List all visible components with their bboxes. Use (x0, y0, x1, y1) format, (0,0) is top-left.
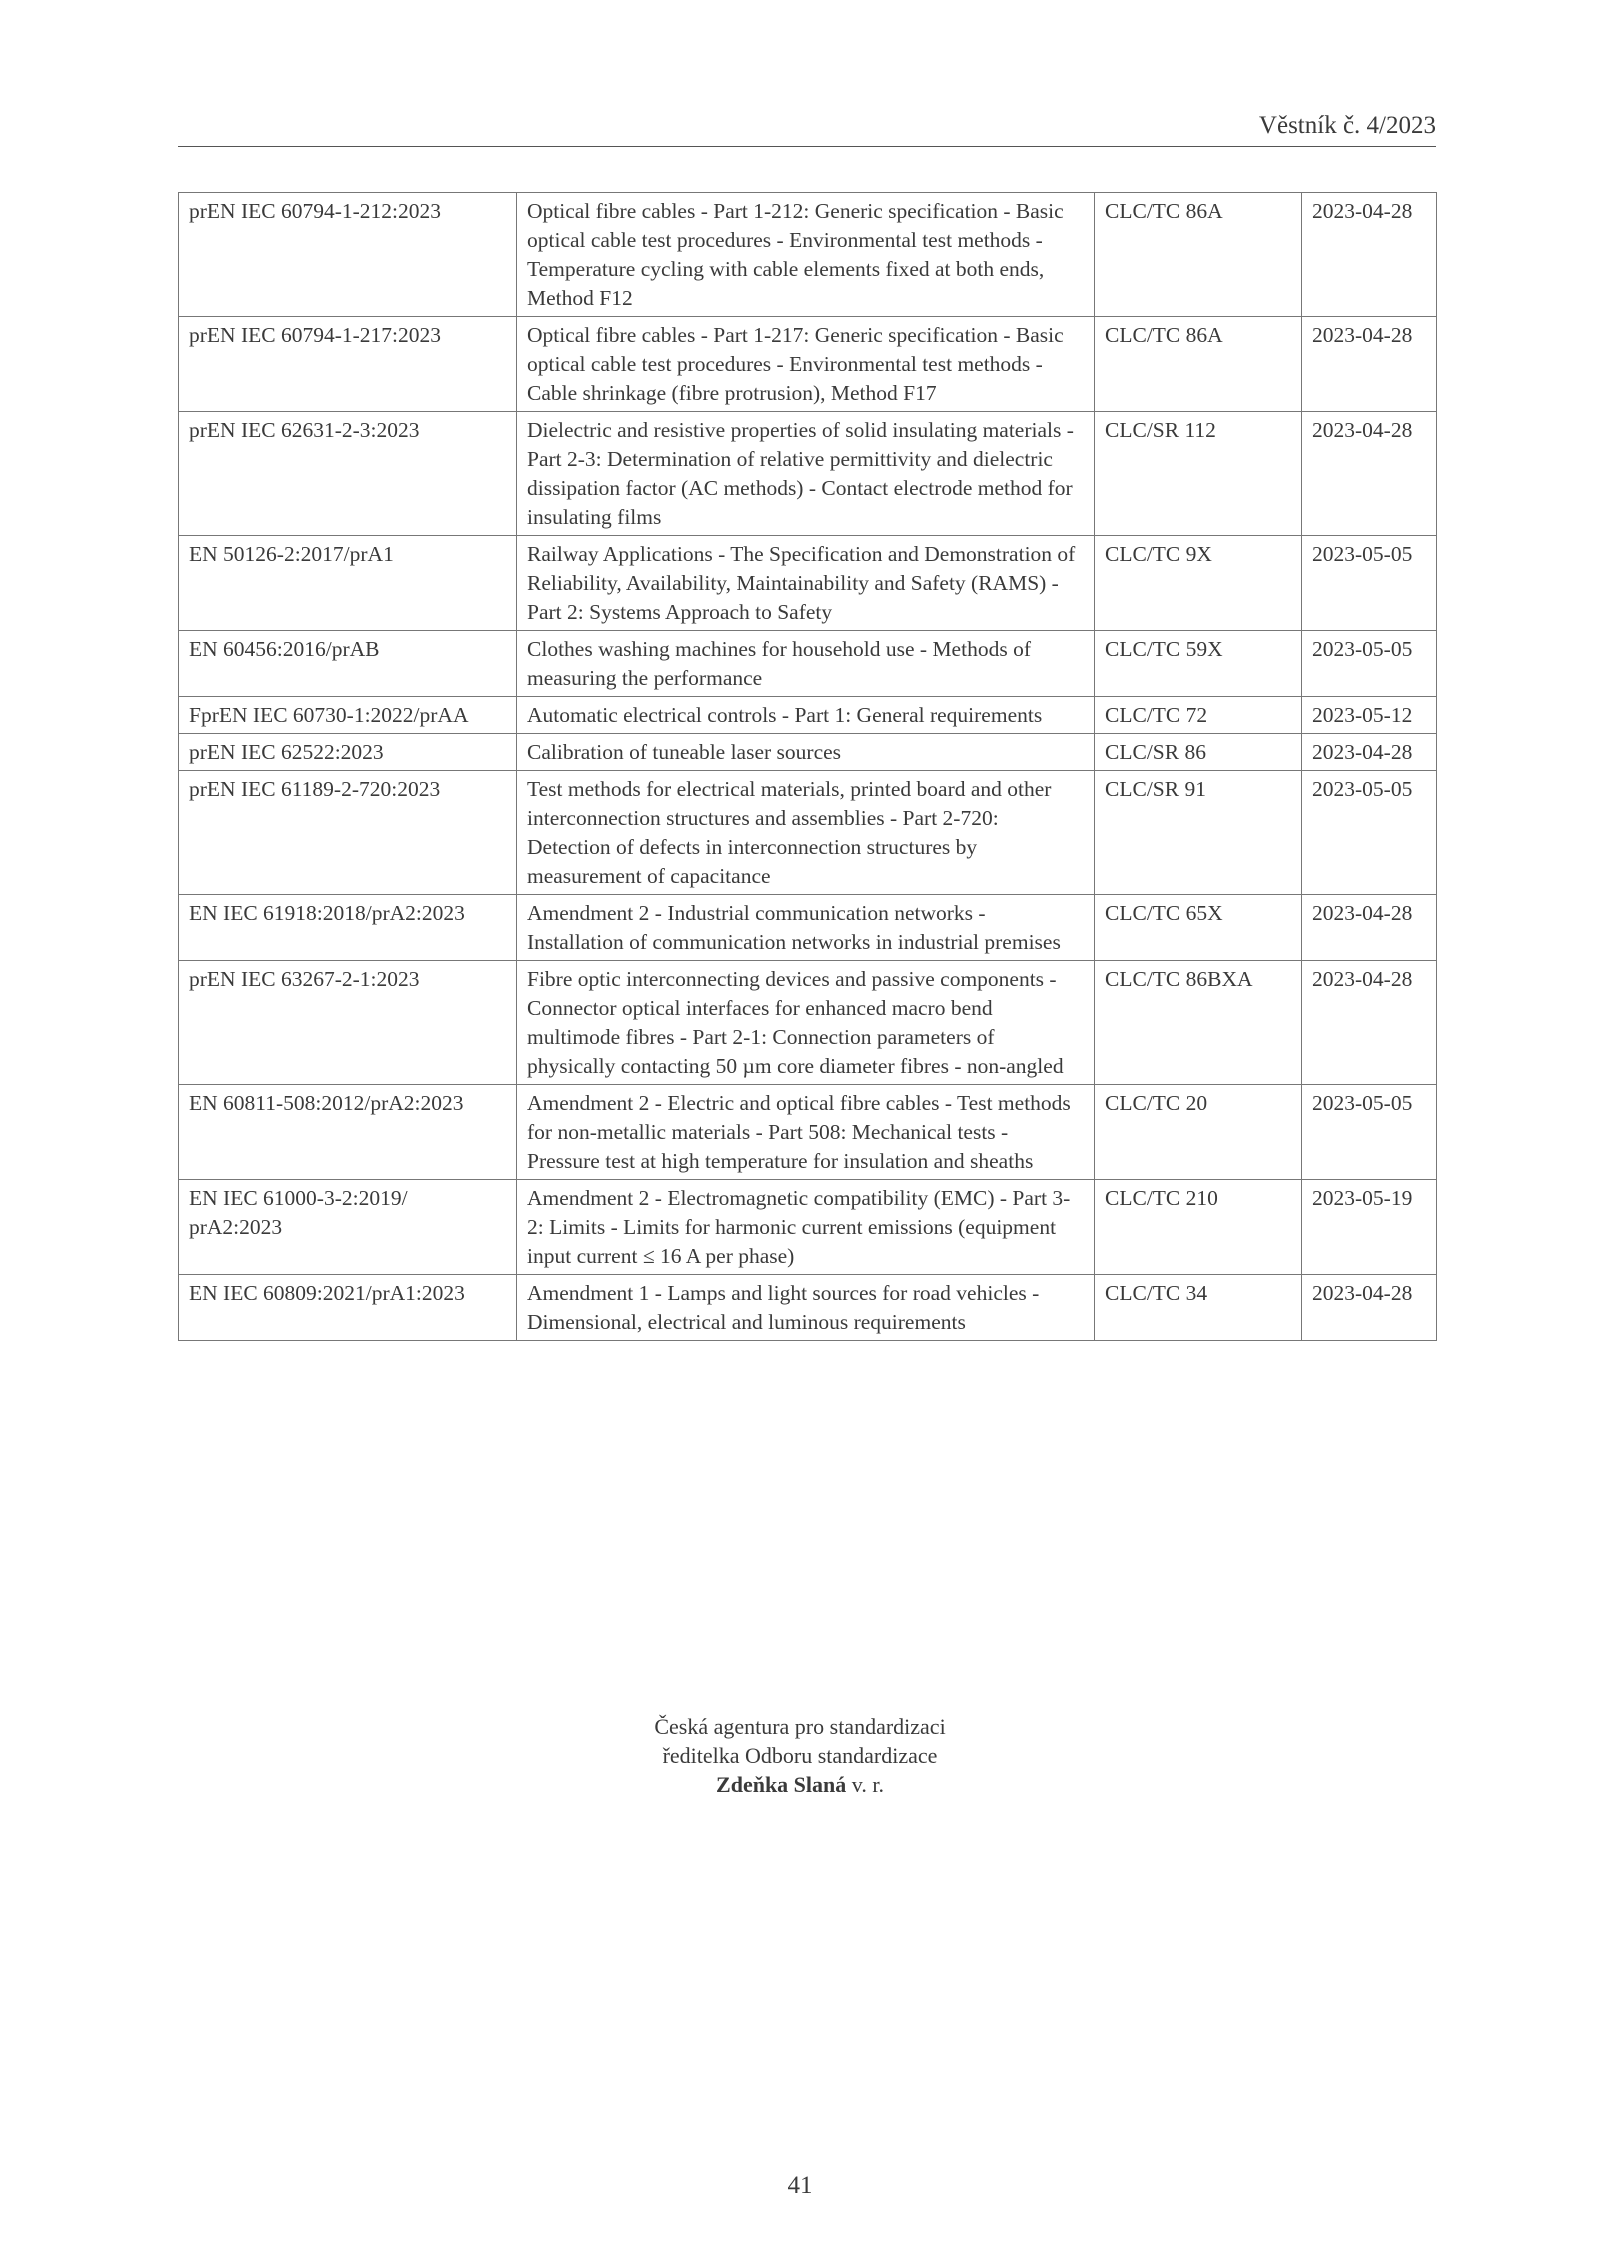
standard-reference: EN 50126-2:2017/prA1 (179, 536, 517, 631)
technical-committee: CLC/TC 65X (1095, 895, 1302, 961)
standard-reference: prEN IEC 60794-1-212:2023 (179, 193, 517, 317)
technical-committee: CLC/TC 210 (1095, 1180, 1302, 1275)
table-row (179, 771, 1437, 895)
table-row (179, 193, 1437, 317)
standard-title: Fibre optic interconnecting devices and passive components - Connector optical interfaces for enhanced macro bend multimode fibres - Part 2-1: Connection parameters of physically contacting 50 µm core diameter fibres - non-angled (517, 961, 1095, 1085)
standard-reference: prEN IEC 63267-2-1:2023 (179, 961, 517, 1085)
deadline-date: 2023-04-28 (1302, 961, 1437, 1085)
deadline-date: 2023-04-28 (1302, 193, 1437, 317)
deadline-date: 2023-05-05 (1302, 771, 1437, 895)
signature-suffix: v. r. (846, 1772, 884, 1797)
deadline-date: 2023-05-19 (1302, 1180, 1437, 1275)
standard-reference: prEN IEC 60794-1-217:2023 (179, 317, 517, 412)
deadline-date: 2023-05-05 (1302, 1085, 1437, 1180)
technical-committee: CLC/TC 86BXA (1095, 961, 1302, 1085)
technical-committee: CLC/SR 86 (1095, 734, 1302, 771)
table-row (179, 734, 1437, 771)
technical-committee: CLC/TC 86A (1095, 317, 1302, 412)
header-rule (178, 146, 1436, 147)
deadline-date: 2023-04-28 (1302, 1275, 1437, 1341)
signature-line (0, 1770, 1600, 1799)
technical-committee: CLC/TC 20 (1095, 1085, 1302, 1180)
standard-reference: EN 60811-508:2012/prA2:2023 (179, 1085, 517, 1180)
signatory-name: Zdeňka Slaná (716, 1772, 847, 1797)
standard-title: Clothes washing machines for household use - Methods of measuring the performance (517, 631, 1095, 697)
table-row (179, 317, 1437, 412)
standard-title: Dielectric and resistive properties of solid insulating materials - Part 2-3: Determination of relative permittivity and dielectric dissipation factor (AC methods) - Contact electrode method for insulating films (517, 412, 1095, 536)
signature-block (0, 1712, 1600, 1799)
deadline-date: 2023-04-28 (1302, 734, 1437, 771)
standard-reference: EN IEC 61000-3-2:2019/ prA2:2023 (179, 1180, 517, 1275)
table-row (179, 1180, 1437, 1275)
signature-role: ředitelka Odboru standardizace (662, 1743, 938, 1768)
standard-reference: EN 60456:2016/prAB (179, 631, 517, 697)
technical-committee: CLC/TC 59X (1095, 631, 1302, 697)
table-row (179, 412, 1437, 536)
standard-title: Test methods for electrical materials, printed board and other interconnection structures and assemblies - Part 2-720: Detection of defects in interconnection structures by measurement of capacitance (517, 771, 1095, 895)
deadline-date: 2023-05-12 (1302, 697, 1437, 734)
table-row (179, 1085, 1437, 1180)
standard-title: Amendment 2 - Electromagnetic compatibility (EMC) - Part 3-2: Limits - Limits for harmonic current emissions (equipment input current ≤ 16 A per phase) (517, 1180, 1095, 1275)
table-row (179, 961, 1437, 1085)
standards-table (178, 192, 1437, 1341)
standard-title: Amendment 2 - Industrial communication networks - Installation of communication networks in industrial premises (517, 895, 1095, 961)
standards-table-body (179, 193, 1437, 1341)
deadline-date: 2023-05-05 (1302, 536, 1437, 631)
table-row (179, 631, 1437, 697)
standard-reference: prEN IEC 62631-2-3:2023 (179, 412, 517, 536)
standard-title: Calibration of tuneable laser sources (517, 734, 1095, 771)
technical-committee: CLC/TC 86A (1095, 193, 1302, 317)
table-row (179, 1275, 1437, 1341)
deadline-date: 2023-04-28 (1302, 412, 1437, 536)
standard-title: Optical fibre cables - Part 1-212: Generic specification - Basic optical cable test procedures - Environmental test methods - Temperature cycling with cable elements fixed at both ends, Method F12 (517, 193, 1095, 317)
standard-title: Amendment 2 - Electric and optical fibre cables - Test methods for non-metallic materials - Part 508: Mechanical tests - Pressure test at high temperature for insulation and sheaths (517, 1085, 1095, 1180)
page-number: 41 (787, 2172, 813, 2199)
standard-reference: prEN IEC 61189-2-720:2023 (179, 771, 517, 895)
technical-committee: CLC/SR 112 (1095, 412, 1302, 536)
technical-committee: CLC/TC 72 (1095, 697, 1302, 734)
standard-reference: prEN IEC 62522:2023 (179, 734, 517, 771)
signature-agency: Česká agentura pro standardizaci (654, 1714, 946, 1739)
technical-committee: CLC/TC 34 (1095, 1275, 1302, 1341)
deadline-date: 2023-04-28 (1302, 317, 1437, 412)
running-header: Věstník č. 4/2023 (1258, 112, 1436, 139)
deadline-date: 2023-04-28 (1302, 895, 1437, 961)
table-row (179, 895, 1437, 961)
standard-reference: EN IEC 60809:2021/prA1:2023 (179, 1275, 517, 1341)
deadline-date: 2023-05-05 (1302, 631, 1437, 697)
technical-committee: CLC/TC 9X (1095, 536, 1302, 631)
standard-reference: FprEN IEC 60730-1:2022/prAA (179, 697, 517, 734)
standard-title: Optical fibre cables - Part 1-217: Generic specification - Basic optical cable test procedures - Environmental test methods - Cable shrinkage (fibre protrusion), Method F17 (517, 317, 1095, 412)
table-row (179, 536, 1437, 631)
table-row (179, 697, 1437, 734)
standard-reference: EN IEC 61918:2018/prA2:2023 (179, 895, 517, 961)
standard-title: Automatic electrical controls - Part 1: General requirements (517, 697, 1095, 734)
standard-title: Amendment 1 - Lamps and light sources for road vehicles - Dimensional, electrical and luminous requirements (517, 1275, 1095, 1341)
standard-title: Railway Applications - The Specification and Demonstration of Reliability, Availability, Maintainability and Safety (RAMS) - Part 2: Systems Approach to Safety (517, 536, 1095, 631)
technical-committee: CLC/SR 91 (1095, 771, 1302, 895)
